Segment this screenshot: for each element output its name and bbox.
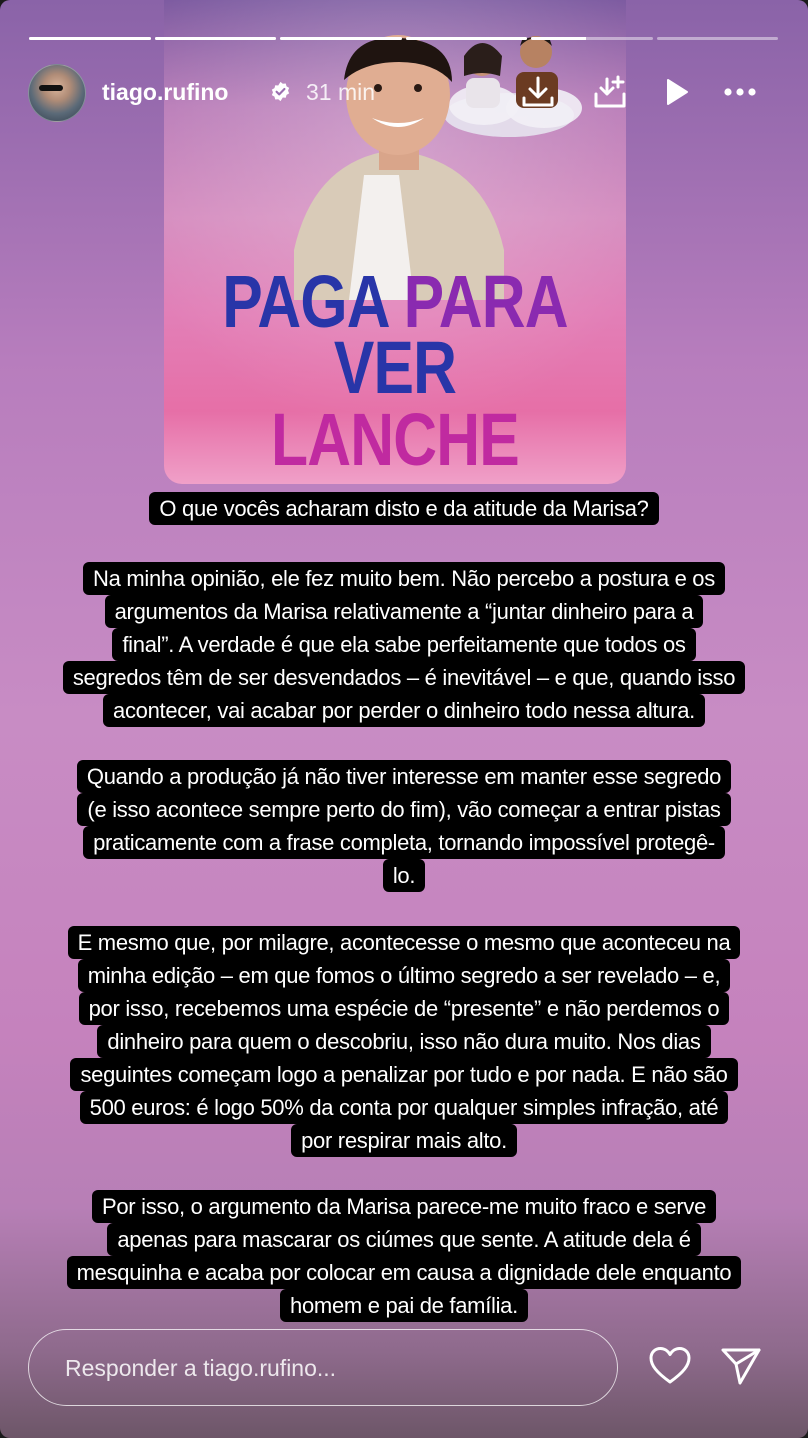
caption-line: dinheiro para quem o descobriu, isso não dura muito. Nos dias [97, 1025, 710, 1058]
verified-icon [270, 81, 291, 102]
heart-icon[interactable] [648, 1346, 692, 1386]
caption-paragraph-2 [0, 760, 808, 892]
caption-line: acontecer, vai acabar por perder o dinheiro todo nessa altura. [103, 694, 705, 727]
caption-line: argumentos da Marisa relativamente a “juntar dinheiro para a [105, 595, 704, 628]
avatar[interactable] [28, 64, 86, 122]
caption-line: (e isso acontece sempre perto do fim), vão começar a entrar pistas [77, 793, 730, 826]
headline-word: PAGA [222, 260, 388, 343]
caption-line: por isso, recebemos uma espécie de “presente” e não perdemos o [79, 992, 730, 1025]
send-icon[interactable] [720, 1346, 762, 1386]
download-icon[interactable] [520, 74, 556, 110]
caption-line: Na minha opinião, ele fez muito bem. Não percebo a postura e os [83, 562, 725, 595]
caption-line: lo. [383, 859, 425, 892]
caption-line: Por isso, o argumento da Marisa parece-me muito fraco e serve [92, 1190, 716, 1223]
post-time: 31 min [306, 79, 376, 105]
play-icon[interactable] [658, 74, 694, 110]
caption-line: Quando a produção já não tiver interesse em manter esse segredo [77, 760, 731, 793]
caption-line: por respirar mais alto. [291, 1124, 517, 1157]
story-header [28, 62, 780, 122]
caption-line: final”. A verdade é que ela sabe perfeitamente que todos os [112, 628, 695, 661]
reply-placeholder: Responder a tiago.rufino... [65, 1355, 337, 1381]
caption-line: segredos têm de ser desvendados – é inevitável – e que, quando isso [63, 661, 745, 694]
caption-line: O que vocês acharam disto e da atitude da Marisa? [149, 492, 658, 525]
caption-line: E mesmo que, por milagre, acontecesse o mesmo que aconteceu na [68, 926, 741, 959]
reply-input[interactable] [28, 1329, 618, 1406]
headline-word: PARA [403, 260, 568, 343]
headline-line-2 [206, 326, 585, 481]
caption-line: 500 euros: é logo 50% da conta por qualquer simples infração, até [80, 1091, 729, 1124]
headline-word: VER [333, 326, 457, 409]
caption-paragraph-1 [0, 562, 808, 727]
more-icon[interactable] [722, 74, 758, 110]
caption-paragraph-3 [0, 926, 808, 1157]
progress-segment [406, 37, 528, 40]
save-to-device-icon[interactable] [592, 74, 628, 110]
caption-line: apenas para mascarar os ciúmes que sente. A atitude dela é [107, 1223, 700, 1256]
progress-segment [657, 37, 779, 40]
caption-line: seguintes começam logo a penalizar por tudo e por nada. E não são [70, 1058, 737, 1091]
headline-word: LANCHE [271, 398, 519, 481]
caption-line: minha edição – em que fomos o último segredo a ser revelado – e, [78, 959, 731, 992]
story-progress [29, 37, 778, 41]
caption-line: praticamente com a frase completa, tornando impossível protegê- [83, 826, 725, 859]
caption-line: mesquinha e acaba por colocar em causa a dignidade dele enquanto [67, 1256, 742, 1289]
caption-paragraph-4 [0, 1190, 808, 1322]
username[interactable]: tiago.rufino [102, 79, 229, 105]
caption-line: homem e pai de família. [280, 1289, 528, 1322]
caption-question [0, 492, 808, 525]
progress-segment [155, 37, 277, 40]
progress-segment [280, 37, 402, 40]
progress-segment [531, 37, 653, 40]
progress-segment [29, 37, 151, 40]
